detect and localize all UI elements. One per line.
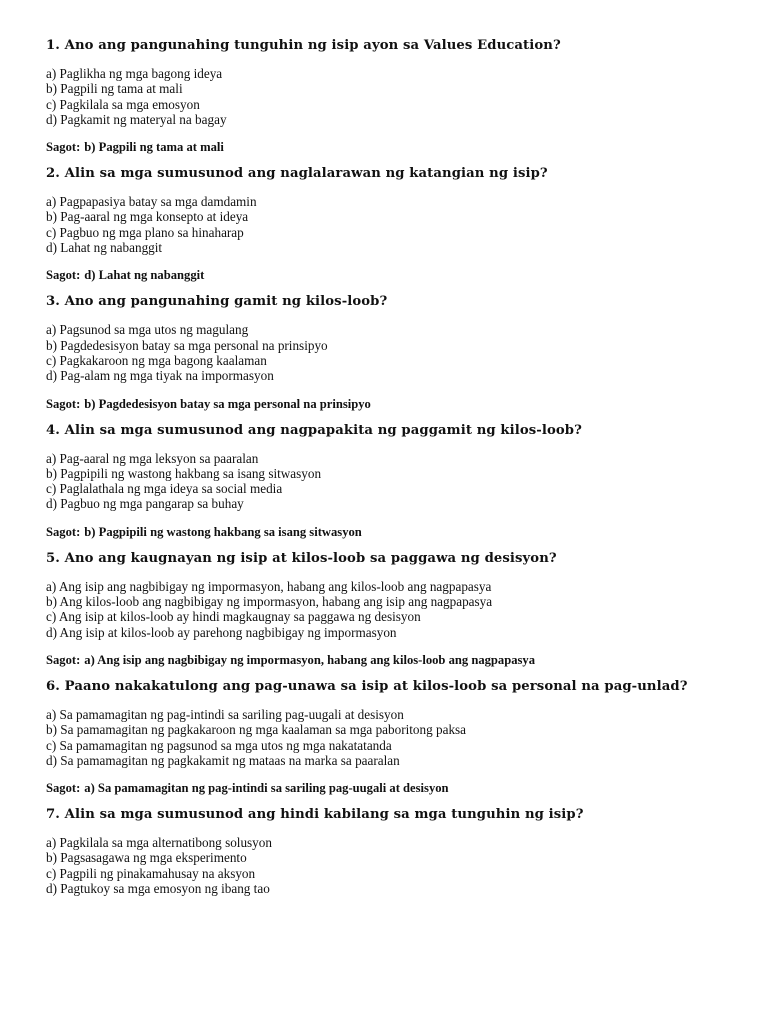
answer-label: Sagot: [46,781,81,796]
answer-line [46,268,726,283]
answer-line [46,525,726,540]
question-title: 1. Ano ang pangunahing tunguhin ng isip ayon sa Values Education? [46,38,561,53]
option-list [46,194,726,255]
question-7 [46,807,726,896]
option-c: c) Pagkilala sa mga emosyon [46,96,200,112]
option-d: d) Pagtukoy sa mga emosyon ng ibang tao [46,881,270,897]
option-list [46,66,726,127]
option-c: c) Paglalathala ng mga ideya sa social media [46,481,283,497]
answer-text: a) Sa pamamagitan ng pag-intindi sa sariling pag-uugali at desisyon [84,781,449,796]
option-list [46,451,726,512]
option-d: d) Pagbuo ng mga pangarap sa buhay [46,496,244,512]
option-c: c) Pagpili ng pinakamahusay na aksyon [46,865,256,881]
option-list [46,322,726,383]
answer-text: b) Pagdedesisyon batay sa mga personal na prinsipyo [84,396,371,411]
quiz-document [46,38,726,909]
option-c: c) Sa pamamagitan ng pagsunod sa mga utos ng mga nakatatanda [46,737,392,753]
option-d: d) Pagkamit ng materyal na bagay [46,111,227,127]
question-title: 7. Alin sa mga sumusunod ang hindi kabilang sa mga tunguhin ng isip? [46,807,584,823]
option-d: d) Ang isip at kilos-loob ay parehong nagbibigay ng impormasyon [46,624,397,640]
option-list [46,707,726,768]
option-a: a) Sa pamamagitan ng pag-intindi sa sariling pag-uugali at desisyon [46,706,404,722]
option-c: c) Pagkakaroon ng mga bagong kaalaman [46,352,267,368]
option-b: b) Pagdedesisyon batay sa mga personal na prinsipyo [46,337,328,353]
option-a: a) Pagkilala sa mga alternatibong solusyon [46,835,272,851]
answer-label: Sagot: [46,652,81,667]
answer-line [46,397,726,412]
option-b: b) Pagpipili ng wastong hakbang sa isang sitwasyon [46,465,322,481]
answer-label: Sagot: [46,396,81,411]
answer-text: a) Ang isip ang nagbibigay ng impormasyon, habang ang kilos-loob ang nagpapasya [84,652,536,667]
question-3 [46,294,726,411]
answer-text: d) Lahat ng nabanggit [84,268,205,283]
option-a: a) Ang isip ang nagbibigay ng impormasyon, habang ang kilos-loob ang nagpapasya [46,578,492,594]
answer-label: Sagot: [46,524,81,539]
option-a: a) Pag-aaral ng mga leksyon sa paaralan [46,450,259,466]
answer-line [46,140,726,155]
option-d: d) Lahat ng nabanggit [46,240,163,256]
option-a: a) Pagsunod sa mga utos ng magulang [46,322,249,338]
option-list [46,579,726,640]
answer-label: Sagot: [46,140,81,155]
option-b: b) Pagpili ng tama at mali [46,81,183,97]
question-title: 3. Ano ang pangunahing gamit ng kilos-loob? [46,294,388,310]
question-4 [46,423,726,540]
option-b: b) Sa pamamagitan ng pagkakaroon ng mga kaalaman sa mga paboritong paksa [46,722,467,738]
question-title: 6. Paano nakakatulong ang pag-unawa sa isip at kilos-loob sa personal na pag-unlad? [46,678,688,694]
question-5 [46,551,726,668]
question-title: 2. Alin sa mga sumusunod ang naglalarawan ng katangian ng isip? [46,166,548,182]
answer-text: b) Pagpili ng tama at mali [84,140,224,155]
answer-line [46,653,726,668]
question-title: 4. Alin sa mga sumusunod ang nagpapakita ng paggamit ng kilos-loob? [46,422,582,438]
option-d: d) Sa pamamagitan ng pagkakamit ng mataas na marka sa paaralan [46,752,400,768]
option-b: b) Pagsasagawa ng mga eksperimento [46,850,247,866]
option-a: a) Paglikha ng mga bagong ideya [46,66,223,81]
option-c: c) Pagbuo ng mga plano sa hinaharap [46,224,244,240]
option-list [46,835,726,896]
answer-line [46,781,726,796]
option-d: d) Pag-alam ng mga tiyak na impormasyon [46,368,274,384]
option-b: b) Ang kilos-loob ang nagbibigay ng impormasyon, habang ang isip ang nagpapasya [46,594,493,610]
option-a: a) Pagpapasiya batay sa mga damdamin [46,194,257,210]
answer-text: b) Pagpipili ng wastong hakbang sa isang sitwasyon [84,524,362,539]
question-1 [46,38,726,155]
question-title: 5. Ano ang kaugnayan ng isip at kilos-loob sa paggawa ng desisyon? [46,550,557,566]
answer-label: Sagot: [46,268,81,283]
option-b: b) Pag-aaral ng mga konsepto at ideya [46,209,249,225]
option-c: c) Ang isip at kilos-loob ay hindi magkaugnay sa paggawa ng desisyon [46,609,421,625]
question-2 [46,166,726,283]
question-6 [46,679,726,796]
